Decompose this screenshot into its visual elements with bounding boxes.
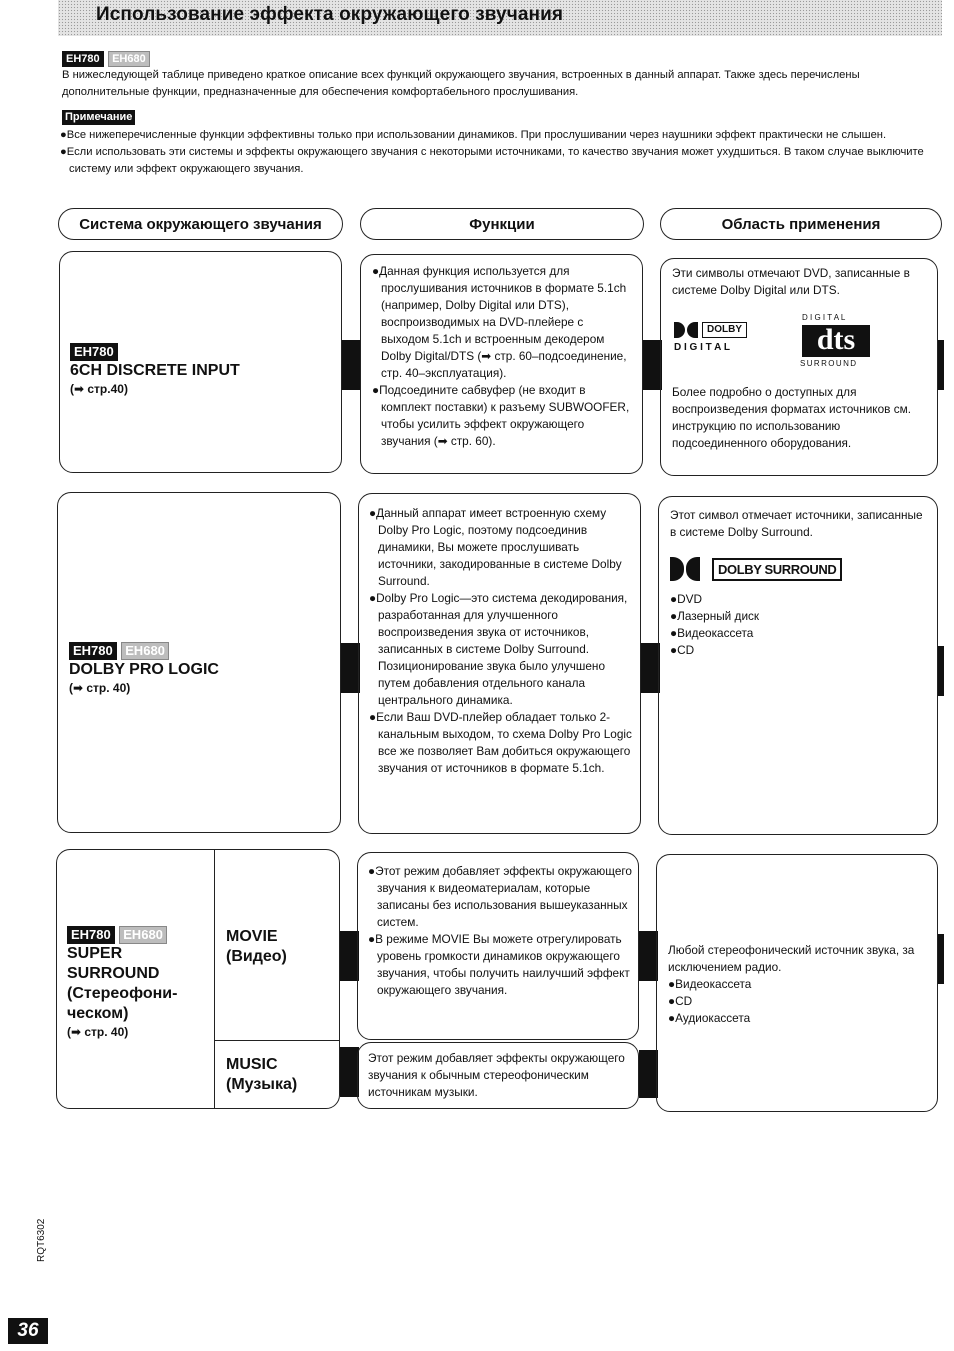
dts-mark: dts — [802, 325, 870, 357]
row1-application-top: Эти символы отмечают DVD, записанные в системе Dolby Digital или DTS. — [672, 266, 910, 297]
function-item: ●Этот режим добавляет эффекты окружающего звучания к видеоматериалам, которые записаны без использования вышеуказанных систем. — [368, 864, 632, 929]
row2-application-box — [658, 496, 938, 835]
movie-label: (Видео) — [226, 948, 287, 965]
row1-system — [70, 343, 240, 397]
function-item: ●Dolby Pro Logic—это система декодирования, разработанная для улучшенного воспроизведения звука от источников, записанных в системе Dolby Surround. Позиционирование звука было улучшено путем добавления отдельного канала центрального динамика. — [369, 591, 628, 707]
source-item: ●CD — [670, 643, 695, 657]
music-label: MUSIC — [226, 1056, 278, 1073]
dolby-surround-logo — [670, 557, 870, 583]
row2-application-top: Этот символ отмечает источники, записанные в системе Dolby Surround. — [670, 508, 923, 539]
system-name-line: SURROUND — [67, 965, 160, 982]
document-code: RQT6302 — [36, 1218, 47, 1262]
row1-system-name: 6CH DISCRETE INPUT — [70, 362, 240, 379]
system-name-line: ческом) — [67, 1005, 129, 1022]
function-item: ●Подсоедините сабвуфер (не входит в комплект поставки) к разъему SUBWOOFER, чтобы усилить эффект окружающего звучания (➡ стр. 60). — [372, 383, 630, 448]
system-name-line: SUPER — [67, 945, 123, 962]
row3-connector — [938, 934, 944, 984]
row1-functions — [372, 263, 634, 450]
header-application: Область применения — [660, 208, 942, 240]
music-label: (Музыка) — [226, 1076, 298, 1093]
page-title: Использование эффекта окружающего звучания — [96, 4, 564, 25]
row3-music-function: Этот режим добавляет эффекты окружающего звучания к обычным стереофоническим источникам музыки. — [368, 1051, 625, 1099]
row3-system-ref: (➡ стр. 40) — [67, 1025, 129, 1039]
dolby-digital-logo — [674, 320, 766, 360]
movie-label: MOVIE — [226, 928, 278, 945]
source-item: ●Видеокассета — [670, 626, 754, 640]
row1-application-bottom: Более подробно о доступных для воспроизведения форматах источников см. инструкцию по использованию подсоединенного оборудования. — [672, 385, 911, 450]
intro-text: В нижеследующей таблице приведено краткое описание всех функций окружающего звучания, встроенных в данный аппарат. Также здесь перечислены дополнительные функции, предназначенные для обеспечения комфортабельного прослушивания. — [62, 69, 860, 98]
row2-system-ref: (➡ стр. 40) — [69, 681, 131, 695]
badge-eh680: EH680 — [108, 51, 150, 67]
function-item: ●Если Ваш DVD-плейер обладает только 2-канальным выходом, то схема Dolby Pro Logic все же позволяет Вам добиться окружающего звучания от источников в формате 5.1ch. — [369, 710, 632, 775]
function-item: ●Данный аппарат имеет встроенную схему Dolby Pro Logic, поэтому подсоединив динамики, Вы можете прослушивать источники, закодированные в системе Dolby Surround. — [369, 506, 622, 588]
dts-logo — [800, 313, 876, 371]
application-text: Любой стереофонический источник звука, за исключением радио. — [668, 943, 915, 974]
row2-system — [69, 642, 219, 696]
source-item: ●DVD — [670, 592, 703, 606]
digital-logo-text: D I G I T A L — [674, 342, 730, 353]
badge-eh780: EH780 — [69, 642, 117, 660]
row3-system-name — [67, 944, 212, 1024]
row2-system-name: DOLBY PRO LOGIC — [69, 661, 219, 678]
row1-connector — [938, 340, 944, 390]
row3-system — [67, 926, 212, 1040]
note-item: ●Если использовать эти системы и эффекты окружающего звучания с некоторыми источниками, то качество звучания может ухудшиться. В таком случае выключите систему или эффект окружающего звучания. — [60, 146, 924, 175]
source-item: ●Лазерный диск — [670, 609, 760, 623]
source-item: ●CD — [668, 994, 693, 1008]
row3-music-mode — [226, 1055, 297, 1095]
function-item: ●В режиме MOVIE Вы можете отрегулировать уровень громкости динамиков окружающего звучания, чтобы получить наилучший эффект окружающего звучания. — [368, 932, 630, 997]
badge-eh680: EH680 — [119, 926, 167, 944]
row3-movie-functions — [368, 863, 632, 999]
source-item: ●Видеокассета — [668, 977, 752, 991]
row2-connector — [938, 646, 944, 696]
row1-system-ref: (➡ стр.40) — [70, 382, 128, 396]
row3-divider — [214, 850, 215, 1108]
source-item: ●Аудиокассета — [668, 1011, 751, 1025]
badge-eh780: EH780 — [67, 926, 115, 944]
row2-sources — [670, 591, 932, 659]
dts-surround-text: SURROUND — [800, 359, 858, 368]
header-system: Система окружающего звучания — [58, 208, 343, 240]
row2-functions — [369, 505, 633, 777]
row1-connector — [342, 340, 361, 390]
badge-eh680: EH680 — [121, 642, 169, 660]
system-name-line: (Стереофони- — [67, 985, 178, 1002]
note-item: ●Все нижеперечисленные функции эффективны только при использовании динамиков. При прослушивании через наушники эффект практически не слышен. — [60, 129, 887, 141]
badge-eh780: EH780 — [70, 343, 118, 361]
row3-divider — [214, 1040, 340, 1041]
dts-digital-text: D I G I T A L — [802, 313, 846, 322]
dolby-logo-text: DOLBY — [702, 322, 747, 338]
dolby-surround-logo-text: DOLBY SURROUND — [712, 558, 842, 581]
function-item: ●Данная функция используется для прослушивания источников в формате 5.1ch (например, Dolby Digital или DTS), воспроизводимых на DVD-плейере с выходом 5.1ch и встроенным декодером Dolby Digital/DTS (➡ стр. 60–подсоединение, стр. 40–эксплуатация). — [372, 264, 627, 380]
notes — [60, 127, 944, 178]
row3-application — [668, 942, 930, 1027]
page-number: 36 — [8, 1318, 48, 1344]
model-badges — [62, 49, 150, 67]
row3-movie-mode — [226, 927, 287, 967]
note-label: Примечание — [62, 110, 135, 125]
badge-eh780: EH780 — [62, 51, 104, 67]
header-functions: Функции — [360, 208, 644, 240]
